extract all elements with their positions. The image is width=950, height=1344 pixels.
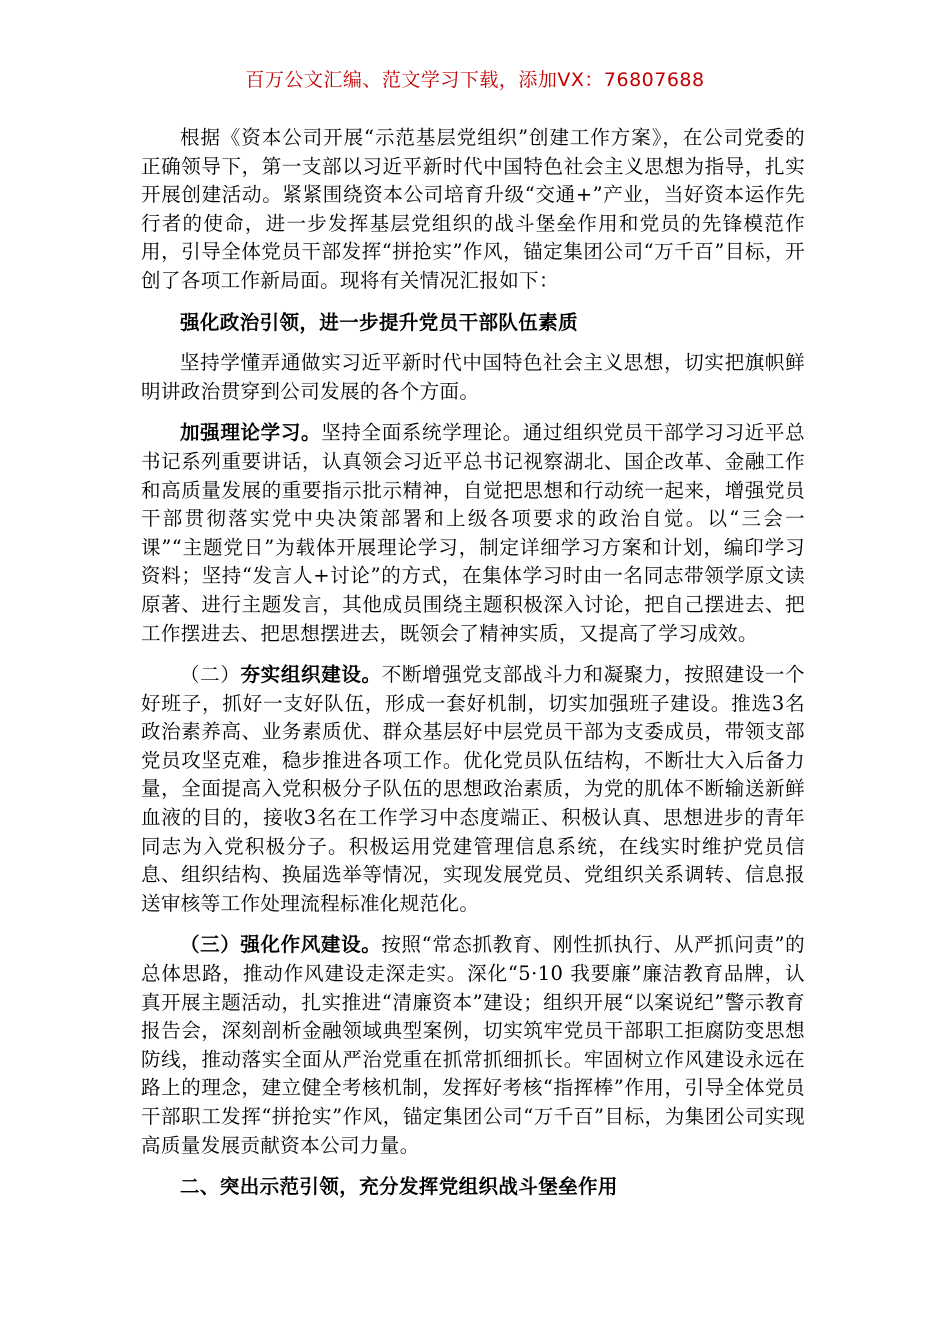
watermark-banner: 百万公文汇编、范文学习下载，添加VX：76807688	[245, 69, 705, 91]
item1-body: 坚持全面系统学理论。通过组织党员干部学习习近平总书记系列重要讲话，认真领会习近平总书记视察湖北、国企改革、金融工作和高质量发展的重要指示批示精神，自觉把思想和行动统一起来，增强党员干部贯彻落实党中央决策部署和上级各项要求的政治自觉。以“三会一课”“主题党日”为载体开展理论学习，制定详细学习方案和计划，编印学习资料；坚持“发言人+讨论”的方式，在集体学习时由一名同志带领学原文读原著、进行主题发言，其他成员围绕主题积极深入讨论，把自己摆进去、把工作摆进去、把思想摆进去，既领会了精神实质，又提高了学习成效。	[141, 421, 805, 645]
section1-intro-paragraph: 坚持学懂弄通做实习近平新时代中国特色社会主义思想，切实把旗帜鲜明讲政治贯穿到公司发展的各个方面。	[141, 351, 805, 403]
item3-lead: （三）强化作风建设。	[180, 933, 382, 957]
section2-heading: 二、突出示范引领，充分发挥党组织战斗堡垒作用	[180, 1175, 618, 1199]
item3-body: 按照“常态抓教育、刚性抓执行、从严抓问责”的总体思路，推动作风建设走深走实。深化“5·10 我要廉”廉洁教育品牌，认真开展主题活动，扎实推进“清廉资本”建设；组织开展“以案说纪”警示教育报告会，深刻剖析金融领域典型案例，切实筑牢党员干部职工拒腐防变思想防线，推动落实全面从严治党重在抓常抓细抓长。牢固树立作风建设永远在路上的理念，建立健全考核机制，发挥好考核“指挥棒”作用，引导全体党员干部职工发挥“拼抢实”作风，锚定集团公司“万千百”目标，为集团公司实现高质量发展贡献资本公司力量。	[141, 933, 805, 1157]
item1-paragraph	[141, 419, 805, 648]
item2-lead: 夯实组织建设。	[240, 663, 382, 687]
item1-lead: 加强理论学习。	[180, 421, 322, 445]
item2-prefix: （二）	[180, 663, 241, 687]
intro-paragraph: 根据《资本公司开展“示范基层党组织”创建工作方案》，在公司党委的正确领导下，第一支部以习近平新时代中国特色社会主义思想为指导，扎实开展创建活动。紧紧围绕资本公司培育升级“交通+”产业，当好资本运作先行者的使命，进一步发挥基层党组织的战斗堡垒作用和党员的先锋模范作用，引导全体党员干部发挥“拼抢实”作风，锚定集团公司“万千百”目标，开创了各项工作新局面。现将有关情况汇报如下：	[141, 126, 805, 292]
item3-paragraph	[141, 931, 805, 1160]
section1-heading: 强化政治引领，进一步提升党员干部队伍素质	[180, 310, 579, 334]
item2-paragraph	[141, 661, 805, 918]
document-body	[141, 124, 805, 1214]
item2-body: 不断增强党支部战斗力和凝聚力，按照建设一个好班子，抓好一支好队伍，形成一套好机制，切实加强班子建设。推选3名政治素养高、业务素质优、群众基层好中层党员干部为支委成员，带领支部党员攻坚克难，稳步推进各项工作。优化党员队伍结构，不断壮大入后备力量，全面提高入党积极分子队伍的思想政治素质，为党的肌体不断输送新鲜血液的目的，接收3名在工作学习中态度端正、积极认真、思想进步的青年同志为入党积极分子。积极运用党建管理信息系统，在线实时维护党员信息、组织结构、换届选举等情况，实现发展党员、党组织关系调转、信息报送审核等工作处理流程标准化规范化。	[141, 663, 805, 915]
